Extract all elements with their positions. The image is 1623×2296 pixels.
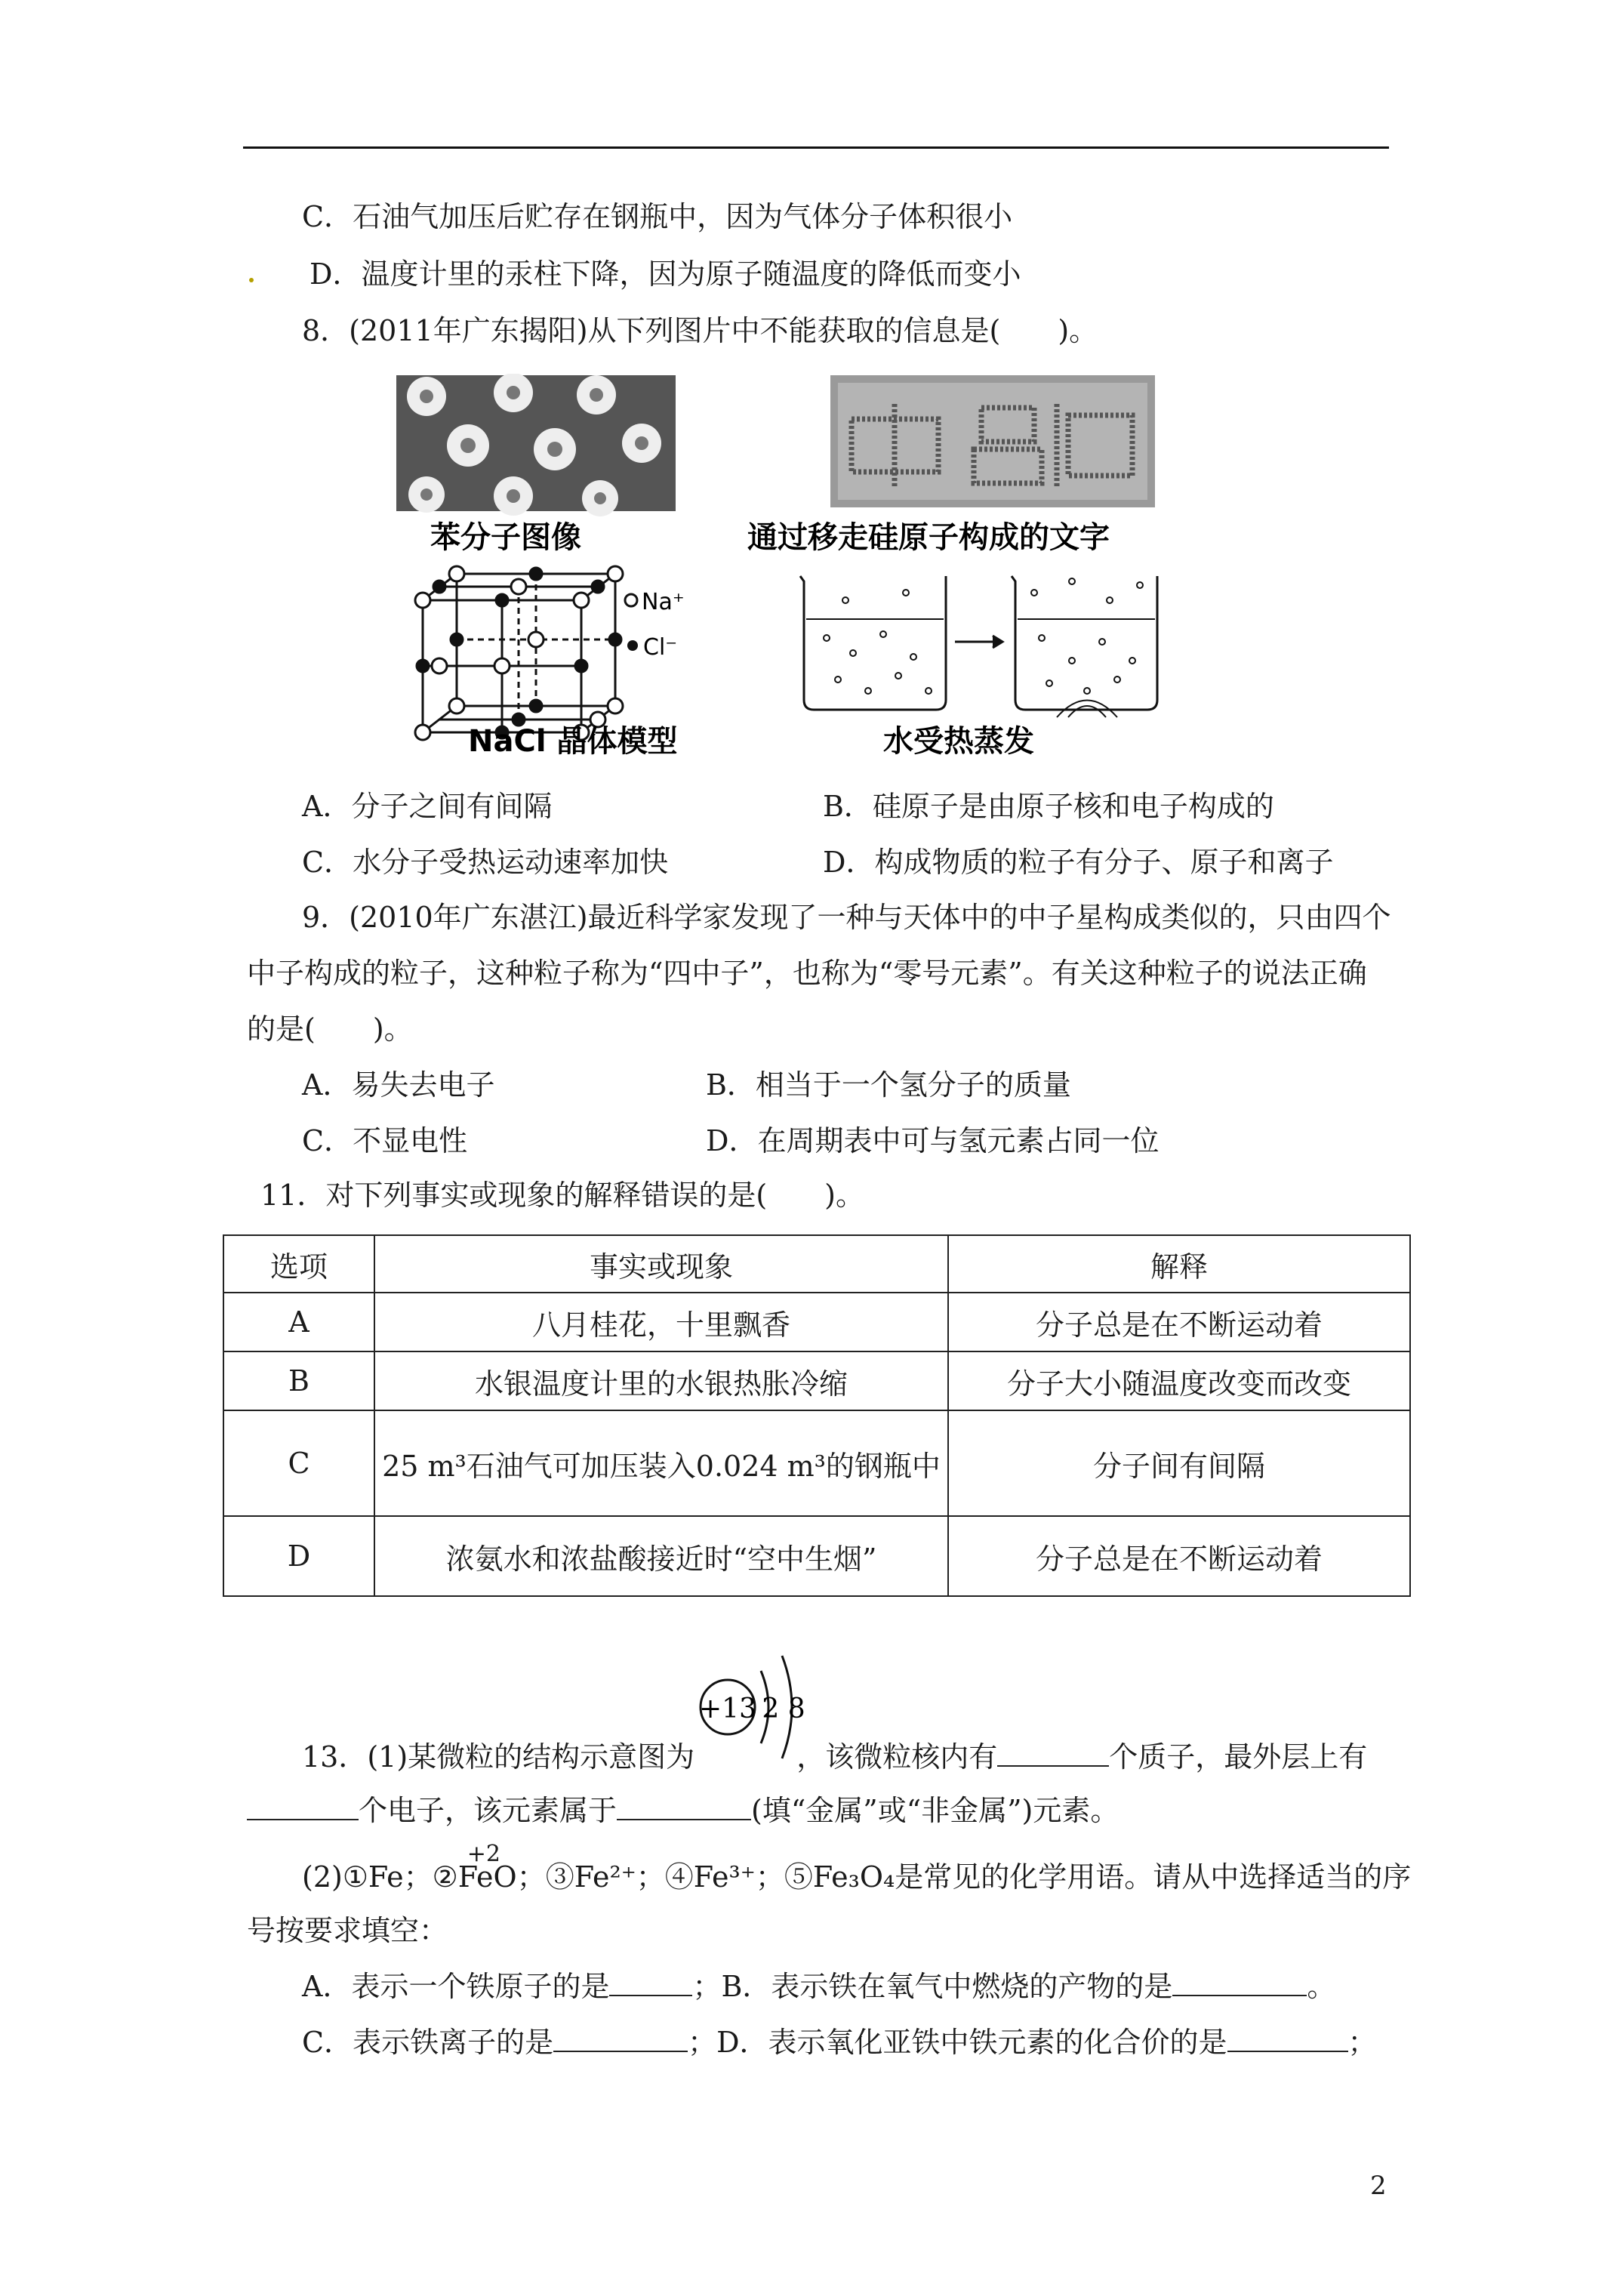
caption-water: 水受热蒸发 bbox=[883, 724, 1034, 759]
table-cell: A bbox=[223, 1293, 374, 1351]
q9-option-b: B．相当于一个氢分子的质量 bbox=[706, 1068, 1071, 1102]
q9-stem-line3: 的是( )。 bbox=[247, 1012, 413, 1046]
q7-option-c: C．石油气加压后贮存在钢瓶中，因为气体分子体积很小 bbox=[302, 200, 1013, 233]
table-row bbox=[223, 1293, 1410, 1351]
table-cell: 浓氨水和浓盐酸接近时“空中生烟” bbox=[374, 1516, 948, 1596]
q13-part2-line1 bbox=[302, 1841, 1412, 1894]
feo-with-valence bbox=[457, 1841, 517, 1894]
table-cell: 分子总是在不断运动着 bbox=[948, 1516, 1410, 1596]
table-row bbox=[223, 1410, 1410, 1516]
q13-b-text: ；B．表示铁在氧气中燃烧的产物的是 bbox=[692, 1970, 1173, 2003]
table-cell: D bbox=[223, 1516, 374, 1596]
q13-ab-end: 。 bbox=[1307, 1970, 1336, 2003]
q13-part1-line1 bbox=[302, 1740, 1367, 1774]
water-evaporation-image bbox=[800, 576, 1157, 717]
q8-option-d: D．构成物质的粒子有分子、原子和离子 bbox=[823, 846, 1334, 879]
table-header-explanation: 解释 bbox=[948, 1235, 1410, 1293]
table-cell: B bbox=[223, 1351, 374, 1410]
table-row bbox=[223, 1351, 1410, 1410]
q13-p1-text-a: 13．(1)某微粒的结构示意图为 bbox=[302, 1740, 695, 1774]
q13-part1-line2 bbox=[247, 1793, 1119, 1828]
q8-figure bbox=[393, 374, 1246, 766]
answer-blank-metal-type[interactable] bbox=[617, 1793, 751, 1820]
legend-na: Na⁺ bbox=[642, 589, 685, 615]
q8-stem: 8．(2011年广东揭阳)从下列图片中不能获取的信息是( )。 bbox=[302, 314, 1098, 347]
q13-p1-text-d: 个电子，该元素属于 bbox=[359, 1794, 617, 1827]
legend-cl: Cl⁻ bbox=[643, 634, 678, 661]
q13-p1-text-e: (填“金属”或“非金属”)元素。 bbox=[751, 1794, 1119, 1827]
table-cell: 25 m³石油气可加压装入0.024 m³的钢瓶中 bbox=[374, 1410, 948, 1516]
answer-blank-d[interactable] bbox=[1227, 2025, 1348, 2052]
q8-option-b: B．硅原子是由原子核和电子构成的 bbox=[823, 790, 1274, 823]
shell-electrons: 2 8 bbox=[762, 1693, 805, 1724]
q9-option-a: A．易失去电子 bbox=[302, 1068, 495, 1102]
table-cell: 分子间有间隔 bbox=[948, 1410, 1410, 1516]
q8-option-a: A．分子之间有间隔 bbox=[302, 790, 553, 823]
header-rule bbox=[243, 146, 1389, 149]
table-header-option: 选项 bbox=[223, 1235, 374, 1293]
nacl-crystal-model bbox=[415, 566, 623, 740]
q13-cd-end: ； bbox=[1347, 2026, 1377, 2059]
q13-part2-ab bbox=[302, 1969, 1335, 2004]
table-cell: 水银温度计里的水银热胀冷缩 bbox=[374, 1351, 948, 1410]
q13-p1-text-b: ，该微粒核内有 bbox=[796, 1740, 998, 1774]
answer-blank-outer-electrons[interactable] bbox=[247, 1793, 359, 1820]
caption-benzene: 苯分子图像 bbox=[430, 520, 581, 555]
table-cell: 分子大小随温度改变而改变 bbox=[948, 1351, 1410, 1410]
q13-p2-text-a: (2)①Fe；② bbox=[302, 1860, 458, 1894]
table-cell: C bbox=[223, 1410, 374, 1516]
margin-mark bbox=[249, 278, 254, 282]
table-cell: 八月桂花，十里飘香 bbox=[374, 1293, 948, 1351]
table-row bbox=[223, 1516, 1410, 1596]
silicon-atom-text-image bbox=[830, 375, 1155, 507]
na-legend-icon bbox=[625, 594, 637, 606]
q7-option-d: D．温度计里的汞柱下降，因为原子随温度的降低而变小 bbox=[310, 257, 1021, 291]
table-header-fact: 事实或现象 bbox=[374, 1235, 948, 1293]
q9-stem-line2: 中子构成的粒子，这种粒子称为“四中子”，也称为“零号元素”。有关这种粒子的说法正确 bbox=[247, 957, 1367, 990]
table-cell: 分子总是在不断运动着 bbox=[948, 1293, 1410, 1351]
caption-silicon: 通过移走硅原子构成的文字 bbox=[747, 520, 1110, 555]
caption-nacl: NaCl 晶体模型 bbox=[468, 724, 678, 759]
cl-legend-icon bbox=[627, 640, 638, 651]
valence-mark: +2 bbox=[467, 1841, 500, 1867]
page-number: 2 bbox=[1370, 2171, 1387, 2201]
answer-blank-c[interactable] bbox=[553, 2025, 688, 2052]
benzene-image bbox=[396, 374, 676, 516]
nucleus-charge: +13 bbox=[699, 1693, 756, 1724]
answer-blank-a[interactable] bbox=[609, 1969, 692, 1996]
q13-d-text: ；D．表示氧化亚铁中铁元素的化合价的是 bbox=[688, 2026, 1227, 2059]
q13-c-text: C．表示铁离子的是 bbox=[302, 2026, 554, 2059]
q13-p2-text-b: ；③Fe²⁺；④Fe³⁺；⑤Fe₃O₄是常见的化学用语。请从中选择适当的序 bbox=[516, 1860, 1412, 1894]
q9-stem-line1: 9．(2010年广东湛江)最近科学家发现了一种与天体中的中子星构成类似的，只由四个 bbox=[302, 901, 1391, 934]
q8-option-c: C．水分子受热运动速率加快 bbox=[302, 846, 669, 879]
table-header-row bbox=[223, 1235, 1410, 1293]
q13-p1-text-c: 个质子，最外层上有 bbox=[1109, 1740, 1368, 1774]
q13-part2-line2: 号按要求填空： bbox=[247, 1914, 448, 1947]
answer-blank-protons[interactable] bbox=[997, 1740, 1109, 1767]
answer-blank-b[interactable] bbox=[1172, 1969, 1307, 1996]
q13-part2-cd bbox=[302, 2025, 1377, 2060]
feo-formula: FeO bbox=[457, 1860, 517, 1894]
q9-option-d: D．在周期表中可与氢元素占同一位 bbox=[706, 1124, 1160, 1157]
q13-a-text: A．表示一个铁原子的是 bbox=[302, 1970, 610, 2003]
q11-stem: 11．对下列事实或现象的解释错误的是( )。 bbox=[260, 1179, 865, 1212]
q9-option-c: C．不显电性 bbox=[302, 1124, 468, 1157]
q11-table bbox=[223, 1234, 1411, 1597]
